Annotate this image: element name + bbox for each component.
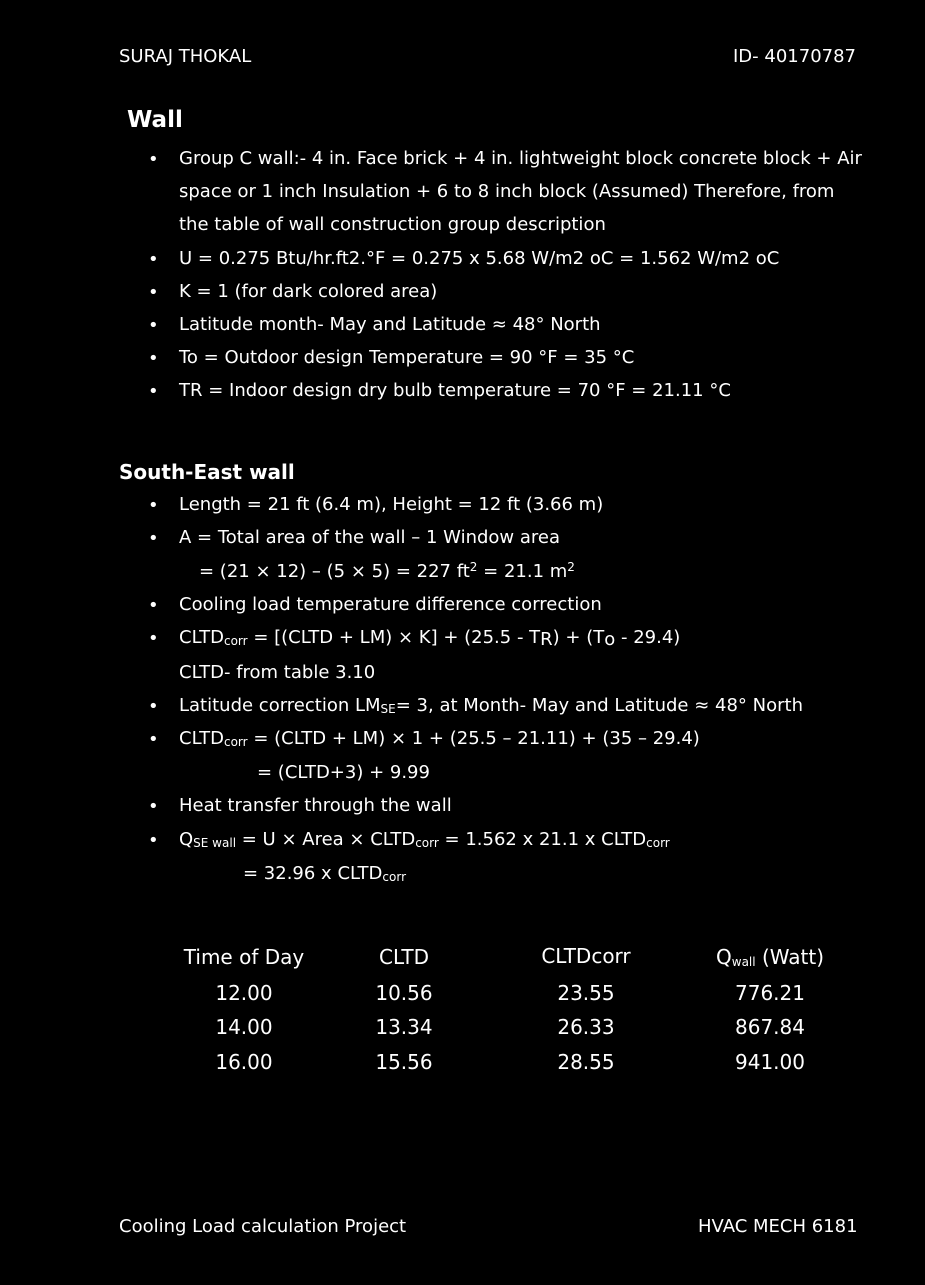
wall-group-line-1: Group C wall:- 4 in. Face brick + 4 in. lightweight block concrete block + Air [179, 148, 862, 169]
heat-transfer-formula: $Q_{SE wall} = U$ × Area × $CLTD_{corr} = 1.562$ x 21.1 x $CLTD_{corr}$ [179, 829, 670, 850]
bullet: • [148, 696, 159, 717]
author-name: SURAJ THOKAL [119, 46, 252, 67]
latitude-line: Latitude month- May and Latitude ≈ 48° North [179, 314, 601, 335]
bullet: • [148, 528, 159, 549]
bullet: • [148, 830, 159, 851]
bullet: • [148, 348, 159, 369]
student-id: ID- 40170787 [733, 46, 857, 67]
heat-transfer-result: = 32.96 x $CLTD_{corr}$ [243, 863, 407, 884]
table-cell-cltd: 13.34 [375, 1015, 433, 1039]
col-header-cltd-corr: CLTDcorr [541, 944, 631, 968]
table-cell-cltd-corr: 26.33 [557, 1015, 615, 1039]
wall-heading: Wall [127, 107, 183, 133]
col-header-q-wall: $Q_{wall}$ (Watt) [716, 945, 824, 969]
k-value-line: K = 1 (for dark colored area) [179, 281, 438, 302]
bullet: • [148, 315, 159, 336]
bullet: • [148, 282, 159, 303]
table-cell-cltd-corr: 23.55 [557, 981, 615, 1005]
bullet: • [148, 381, 159, 402]
bullet: • [148, 495, 159, 516]
u-value-line: U = 0.275 Btu/hr.ft2.°F = 0.275 x 5.68 W/m2 oC = 1.562 W/m2 oC [179, 248, 780, 269]
wall-dimensions-line: Length = 21 ft (6.4 m), Height = 12 ft (3.66 m) [179, 494, 604, 515]
table-cell-time: 16.00 [215, 1050, 273, 1074]
table-cell-q-wall: 776.21 [735, 981, 805, 1005]
table-cell-time: 14.00 [215, 1015, 273, 1039]
se-wall-heading: South-East wall [119, 460, 295, 484]
col-header-cltd: CLTD [379, 945, 429, 969]
table-cell-cltd: 10.56 [375, 981, 433, 1005]
bullet: • [148, 149, 159, 170]
wall-group-line-3: the table of wall construction group description [179, 214, 606, 235]
cltd-correction-title: Cooling load temperature difference correction [179, 594, 602, 615]
bullet: • [148, 249, 159, 270]
wall-group-line-2: space or 1 inch Insulation + 6 to 8 inch block (Assumed) Therefore, from [179, 181, 835, 202]
bullet: • [148, 628, 159, 649]
outdoor-temp-line: To = Outdoor design Temperature = 90 °F = 35 °C [179, 347, 635, 368]
footer-project: Cooling Load calculation Project [119, 1216, 407, 1237]
col-header-time: Time of Day [183, 945, 305, 969]
cltd-calculation-result: = (CLTD+3) + 9.99 [257, 762, 430, 783]
indoor-temp-line: TR = Indoor design dry bulb temperature = 70 °F = 21.11 °C [179, 380, 731, 401]
bullet: • [148, 796, 159, 817]
cltd-calculation-line: $CLTD_{corr}$ = (CLTD + LM) × 1 + (25.5 – 21.11) + (35 – 29.4) [179, 728, 700, 749]
latitude-correction-line: Latitude correction $LM_{SE}= 3$, at Month- May and Latitude ≈ 48° North [179, 695, 803, 716]
table-cell-time: 12.00 [215, 981, 273, 1005]
table-cell-q-wall: 941.00 [735, 1050, 805, 1074]
heat-transfer-title: Heat transfer through the wall [179, 795, 452, 816]
cltd-from-table-line: CLTD- from table 3.10 [179, 662, 376, 683]
area-definition-line: A = Total area of the wall – 1 Window area [179, 527, 560, 548]
table-cell-cltd: 15.56 [375, 1050, 433, 1074]
table-cell-q-wall: 867.84 [735, 1015, 805, 1039]
bullet: • [148, 595, 159, 616]
bullet: • [148, 729, 159, 750]
footer-course: HVAC MECH 6181 [698, 1216, 858, 1237]
table-cell-cltd-corr: 28.55 [557, 1050, 615, 1074]
cltd-formula-line: $CLTD_{corr}$ = [(CLTD + $LM) \times K] + (25.5 - T_R) + (T_o - 29.4)$ [179, 627, 681, 650]
area-calculation-line: = (21 × 12) – (5 × 5) = 227 $ft^2 = 21.1$ $m^2$ [199, 560, 575, 582]
